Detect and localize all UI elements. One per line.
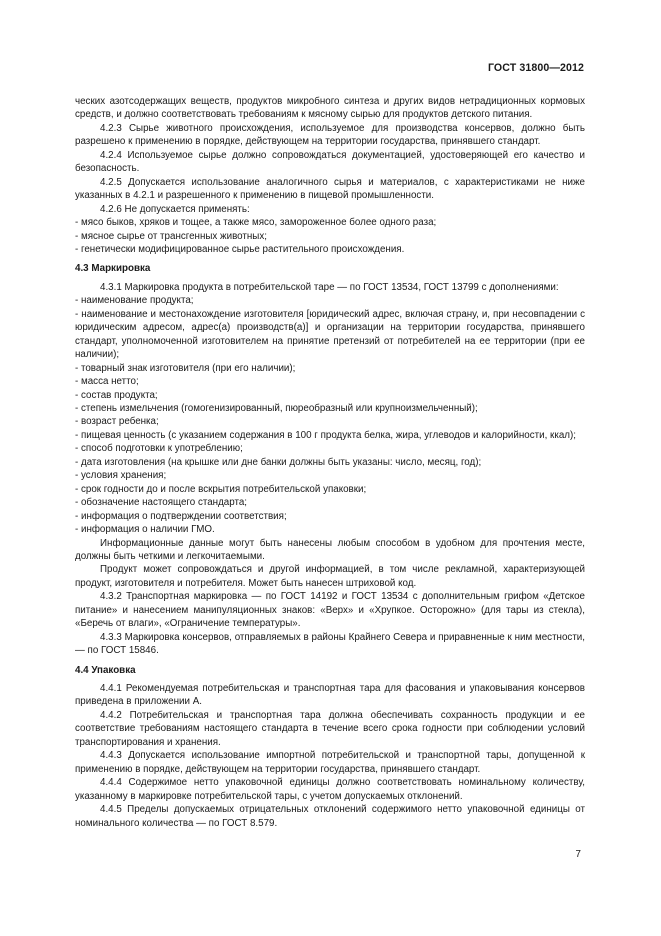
document-body: [75, 95, 585, 830]
list-item: - обозначение настоящего стандарта;: [75, 497, 248, 509]
list-item: - срок годности до и после вскрытия потребительской упаковки;: [75, 483, 367, 495]
list-item: - способ подготовки к употреблению;: [75, 443, 243, 455]
list-item: - наименование и местонахождение изготовителя [юридический адрес, включая страну, и, при несовпадении с юридическим адресом, адрес(а) производств(а)] и организации на территории государства, принявшего стандарт, уполномоченной изготовителем на принятие претензий от потребителей на ее территории (при ее наличии);: [75, 308, 585, 361]
clause-4-4-3: 4.4.3 Допускается использование импортной потребительской и транспортной тары, допущенной к применению в порядке, действующем на территории государства, принявшего стандарт.: [75, 750, 585, 775]
list-item: - информация о подтверждении соответствия;: [75, 510, 287, 522]
section-heading-4-4: 4.4 Упаковка: [75, 664, 136, 676]
paragraph-continued: ческих азотсодержащих веществ, продуктов микробного синтеза и других видов нетрадиционных кормовых средств, и должно соответствовать требованиям к мясному сырью для продуктов детского питания.: [75, 96, 585, 121]
standard-code-header: ГОСТ 31800—2012: [487, 62, 584, 74]
clause-4-2-5: 4.2.5 Допускается использование аналогичного сырья и материалов, с характеристиками не ниже указанных в 4.2.1 и разрешенного к применению в пищевой промышленности.: [75, 176, 585, 202]
page-number: 7: [575, 849, 581, 860]
list-item: - мясное сырье от трансгенных животных;: [75, 230, 267, 242]
clause-4-3-1: 4.3.1 Маркировка продукта в потребительской таре — по ГОСТ 13534, ГОСТ 13799 с дополнениями:: [100, 281, 559, 293]
list-item: - наименование продукта;: [75, 295, 194, 307]
paragraph-other-info: Продукт может сопровождаться и другой информацией, в том числе рекламной, характеризующей продукт, изготовителя и потребителя. Может быть нанесен штриховой код.: [75, 564, 585, 589]
list-item: - пищевая ценность (с указанием содержания в 100 г продукта белка, жира, углеводов и калорийности, ккал);: [75, 429, 576, 441]
list-item: - дата изготовления (на крышке или дне банки должны быть указаны: число, месяц, год);: [75, 456, 482, 468]
list-item: - генетически модифицированное сырье растительного происхождения.: [75, 243, 405, 255]
list-item: - условия хранения;: [75, 470, 167, 482]
list-item: - масса нетто;: [75, 376, 139, 388]
section-heading-4-3: 4.3 Маркировка: [75, 263, 151, 275]
list-item: - возраст ребенка;: [75, 416, 159, 428]
list-item: - степень измельчения (гомогенизированный, пюреобразный или крупноизмельченный);: [75, 402, 478, 414]
clause-4-2-6: 4.2.6 Не допускается применять:: [100, 203, 250, 215]
clause-4-4-5: 4.4.5 Пределы допускаемых отрицательных отклонений содержимого нетто упаковочной единицы от номинального количества — по ГОСТ 8.579.: [75, 804, 585, 829]
list-item: - товарный знак изготовителя (при его наличии);: [75, 362, 296, 374]
clause-4-4-2: 4.4.2 Потребительская и транспортная тара должна обеспечивать сохранность продукции и ее соответствие требованиям настоящего стандарта в течение всего срока годности при соблюдении условий транспортирования и хранения.: [75, 709, 585, 748]
clause-4-4-1: 4.4.1 Рекомендуемая потребительская и транспортная тара для фасования и упаковывания консервов приведена в приложении А.: [75, 683, 585, 708]
list-item: - мясо быков, хряков и тощее, а также мясо, замороженное более одного раза;: [75, 217, 437, 229]
clause-4-3-3: 4.3.3 Маркировка консервов, отправляемых в районы Крайнего Севера и приравненные к ним местности, — по ГОСТ 15846.: [75, 631, 585, 657]
list-item: - состав продукта;: [75, 389, 158, 401]
paragraph-info-data: Информационные данные могут быть нанесены любым способом в удобном для прочтения месте, должны быть четкими и легкочитаемыми.: [75, 537, 585, 562]
clause-4-4-4: 4.4.4 Содержимое нетто упаковочной единицы должно соответствовать номинальному количеству, указанному в маркировке потребительской тары, с учетом допускаемых отклонений.: [75, 777, 585, 802]
list-item: - информация о наличии ГМО.: [75, 524, 215, 536]
clause-4-3-2: 4.3.2 Транспортная маркировка — по ГОСТ 14192 и ГОСТ 13534 с дополнительным грифом «Детское питание» и нанесением манипуляционных знаков: «Верх» и «Хрупкое. Осторожно» (для тары из стекла), «Беречь от влаги», «Ограничение температуры».: [75, 591, 585, 630]
clause-4-2-3: 4.2.3 Сырье животного происхождения, используемое для производства консервов, должно быть разрешено к применению в порядке, действующем на территории государства, принявшего стандарт.: [75, 122, 585, 148]
clause-4-2-4: 4.2.4 Используемое сырье должно сопровождаться документацией, удостоверяющей его качество и безопасность.: [75, 149, 585, 175]
